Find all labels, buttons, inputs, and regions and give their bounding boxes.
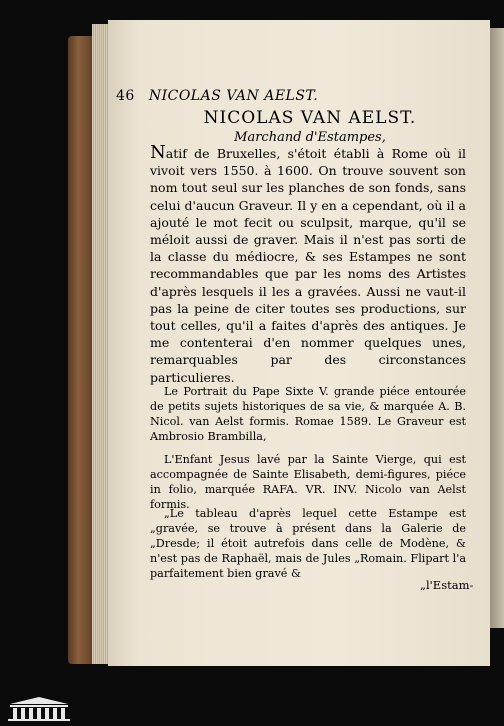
body-text: atif de Bruxelles, s'étoit établi à Rome où il vivoit vers 1550. à 1600. On trouve souvent son nom tout seul sur les planches de son fonds, sans celui d'aucun Graveur. Il y en a cependant, où il a ajouté le mot fecit ou sculpsit, marque, qu'il se méloit aussi de graver. Mais il n'est pas sorti de la classe du médiocre, & ses Estampes ne sont recommandables que par les noms des Artistes d'après lesquels il les a gravées. Aussi ne vaut-il pas la peine de citer toutes ses productions, sur tout celles, qu'il a faites d'après des antiques. Je me contenterai d'en nommer quelques unes, remarquables par des circonstances particulieres. bbox=[150, 146, 466, 385]
catalog-entry: „Le tableau d'après lequel cette Estampe est „gravée, se trouve à présent dans la Galerie de „Dresde; il étoit autrefois dans celle de Modène, & n'est pas de Raphaël, mais de Jules „Romain. Flipart l'a parfaitement bien gravé & bbox=[150, 507, 466, 580]
catchword: „l'Estam- bbox=[420, 578, 474, 592]
facing-page-edge bbox=[490, 28, 504, 628]
body-paragraph bbox=[150, 144, 466, 386]
running-head-title: NICOLAS VAN AELST. bbox=[148, 88, 319, 104]
page-title: NICOLAS VAN AELST. bbox=[203, 108, 417, 128]
library-building-icon bbox=[4, 696, 74, 722]
running-head bbox=[116, 88, 318, 104]
page-subtitle: Marchand d'Estampes, bbox=[234, 130, 386, 145]
page-number: 46 bbox=[116, 88, 135, 104]
catalog-entry: L'Enfant Jesus lavé par la Sainte Vierge, qui est accompagnée de Sainte Elisabeth, demi-figures, piéce in folio, marquée RAFA. VR. INV. Nicolo van Aelst formis. bbox=[150, 453, 466, 511]
catalog-entry: Le Portrait du Pape Sixte V. grande piéce entourée de petits sujets historiques de sa vie, & marquée A. B. Nicol. van Aelst formis. Romae 1589. Le Graveur est Ambrosio Brambilla, bbox=[150, 385, 466, 443]
drop-initial: N bbox=[150, 142, 166, 163]
